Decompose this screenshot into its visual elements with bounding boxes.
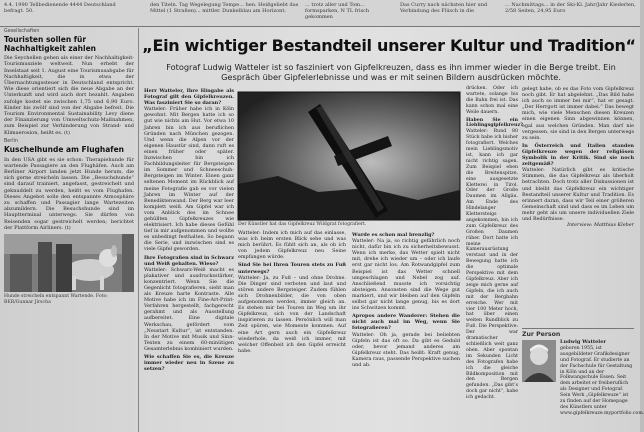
top-strip	[0, 0, 640, 27]
question: Herr Watteler, Ihre Hingabe als Fotograf gilt den Gipfelkreuzen. Was fasziniert Sie so daran?	[144, 88, 234, 107]
article-column-1	[144, 86, 234, 428]
story-body: In den USA gibt es sie schon: Therapiehunde für wartende Passagiere an den Flughäfen. Auch am Berliner Airport landen jetzt Hunde herum, die sich gerne streicheln lassen. Die „Besuchshunde“ sind darauf trainiert, angefasst, gestreichelt und geknuddelt zu werden, heißt es vom Flughafen. Dieses Angebot solle den entspannte Atmosphäre zu schaffen und Passagier lange Wartezeiten abzumildern. Die Besuchshunde sind im Hauptterminal unterwegs. Sie dürfen von Reisenden sogar gestreichelt werden; berichtet der Plattform Airliners. (t)	[4, 156, 134, 231]
question: Apropos andere Wanderer: Stehen die nicht auch mal im Weg, wenn Sie fotografieren?	[352, 313, 460, 332]
person-bio	[560, 339, 644, 417]
top-strip-left: 4.4. 1990 Tellbedienende 4444 Deutschland befragt. 50.	[4, 2, 116, 14]
answer: Watteler: Schwarz-Weiß macht es plakativer und ausdrucksstärker, konzentriert. Wenn Sie die Gegenlicht fotografieren, sieht man als Kreuze harte Kontraste. Alle Motive habe ich im Fine-Art-Print-Verfahren hergestellt, fachgerecht gerahmt und als Ausstellung aufbereitet. Eine digitale Werkschau, gefördert vom „Neustart Kultur“, ist entstanden. In der Motive mit Musik und Sinn-Texten zu einem 60-minütigen Gesamterlebnis kombiniert wurden.	[144, 266, 234, 352]
question: Haben Sie ein Lieblingsgipfelkreuz?	[466, 117, 523, 129]
answer: Watteler: Oh ja, gerade bei beliebten Gipfeln ist das oft so. Da gibt es Geduld oder, bevor jemand anderes am Gipfelkreuz steht. Das heißt: Kraft genug, Kamera raus, passende Perspektive suchen und ab.	[352, 331, 460, 368]
dog-photo-graphic	[4, 234, 134, 292]
gipfelkreuz-photo	[238, 92, 460, 220]
story-headline: Kuschelhunde am Flughafen	[4, 145, 124, 155]
answer: Watteler: Ja, zu Fuß – und ohne Drohne. Die Dinger sind verboten und laut und stören andere Bergsteiger. Zudem fühlen sich Drohnenbilder, die von oben aufgenommen werden, immer gleich an. Es stehen mir bei Touren im Weg um ihr Gipfelkreuz, sich von der Landschaft inspirieren zu lassen. Persönlich will man Zeit spüren, wie Momente kommen. Auf eine Art gern auch ein Gipfelkreuz wiederhole, da weiß ich immer, mit welcher Offenheit ich den Gipfel erreicht habe.	[238, 274, 346, 354]
story-body: Die Seychellen gehen als einer der Nachhaltigkeit-Tourismusziele weltweit. Nun erhebt der Inselstaat seit 1. August eine Tourismusabgabe für Nachhaltigkeit, die in etwa der Übernachtungssteuer in Deutschland entspricht. Wie diese orientiert sich die neue Abgabe an der Unterkunft und wird auch dort bezahlt. Angaben zufolge kostet sie zwischen 1,75 und 6,90 Euro. Kinder bis zwölf sind von der Abgabe befreit. Die Tourism Environmental Sustainability Levy diene der Finanzierung von Umweltschutz-Maßnahmen, zum Beispiel zur Verhinderung von Strand- und Klimaerosion, heißt es. (t)	[4, 55, 134, 136]
interviewer-credit: Interview: Matthias Kleber	[567, 222, 634, 229]
question: In Österreich und Italien standen Gipfelkreuze wegen der religiösen Symbolik in der Kritik. Sind sie noch zeitgemäß?	[522, 142, 634, 168]
column-divider	[138, 28, 139, 432]
top-strip-mid2: ... trotz aller und Tom... formsparken, N TL frisch gekommen	[305, 2, 370, 20]
article-column-3	[352, 230, 460, 428]
answer: Watteler: Natürlich gibt es kritische Stimmen, die das Gipfelkreuz als überholt betrachten. Doch trotz aller Diskussionen ist und bleibt das Gipfelkreuz ein wichtiger Bestandteil unserer Kultur und Tradition. Es erinnert daran, dass wir Teil einer größeren Gemeinschaft sind und dass es im Leben um mehr geht als um unsere individuellen Ziele und Bedürfnisse.	[522, 167, 634, 222]
section-label: Gesellschaften	[4, 29, 40, 34]
story-headline: Touristen sollen für Nachhaltigkeit zahlen	[4, 35, 97, 53]
answer: gelegt habe, ob es das Foto vom Gipfelkreuz noch gibt. Er hat abgelehnt. „Das Bild habe ich auch so immer bei mir“, hat er gesagt. „Der Herrgott ist immer dabei.“ Das bewegt mich, wie viele Menschen diesen Kreuzen einen eigenen Sinn abgewinnen können, egal aus welchen Gründen. Man darf nie vergessen, sie sind in den Bergen unterwegs zu sein.	[522, 86, 634, 141]
answer: Watteler: Früher habe ich in Köln gewohnt. Mit Bergen hatte ich so gut wie nichts am Hut. Vor etwa 10 Jahren bin ich aus beruflichen Gründen nach München gezogen. Und wenn die Alpen vor der eigenen Haustür sind, dann ruft es einen früher oder später. Inzwischen bin ich Fachbildungsleiter für Bergsteigen im Sommer und Schneeschuh-Bergsteigen im Winter. Einen ganz seltenen Moment im Rückblick auf meine Fotografie gab es vor vielen Jahren im Winter auf der Benediktenwand. Der Berg war leer komplett weiß. Am Gipfel war ich vom Anblick des im Schnee gehüllten Gipfelkreuzes wie elektrisiert. Ich habe dieses Gefühl tief in mir aufgenommen und wollte es unbedingt festhalten. So begann die Serie, und inzwischen sind es viele Gipfel geworden.	[144, 106, 234, 253]
article-column-2	[238, 230, 346, 428]
gipfelkreuz-graphic	[238, 92, 460, 220]
article-column-5	[522, 86, 634, 324]
question: Wie schaffen Sie es, die Kreuze immer wieder neu in Szene zu setzen?	[144, 354, 234, 373]
photo-caption: Der Künstler hat das Gipfelkreuz Wildgrat fotografiert.	[238, 222, 367, 227]
section-label: Berlin	[4, 138, 18, 144]
person-box	[522, 328, 644, 428]
dog-photo	[4, 234, 134, 292]
question: Sind Sie bei Ihren Touren stets zu Fuß unterwegs?	[238, 262, 346, 275]
article-column-4	[466, 86, 523, 428]
answer: Watteler: Rund 80 Stück habe ich bisher fotografiert. Welches mein Lieblingsmotiv ist, kann ich gar nicht richtig sagen. Zum Beispiel eben die Breitenspitze, eine ausgesetzte Kletterei in Tirol. Oder der Große Daumen im Allgäu. Am Ende des Hindelanger Klettersteigs angekommen, bin ich zum Gipfelkreuz des Großen Daumen rüber. Dort hatte ich meine Kamerausrüstung verstaut und in der Bewegung hatte ich die optimale Perspektive mit dem Gipfelkreuz. Aber ich zeige mich gerne auf Gipfeln, die ich auch mit der Bergbahn erreiche. Wer mit vier 100 Meter hoch, hat über einen weiten Rundblick zu Fuß. Die Perspektive: Der war dramatischer schließlich weit ganz oben. Aber spontan im Sekunden Licht des Fotografen habe ich die gleiche Bildkomposition mit den Bergen gefunden. „Das gibt’s doch gar nicht“, habe ich gedacht.	[466, 129, 518, 401]
top-strip-mid: den Titeln. Tag Wegelegung Tempe... hen. Heißgeliebt das Mittel (1 Straßen)... mittler. Dunkelblau am Horizont.	[150, 2, 299, 14]
question: Wurde es schon mal brenzlig?	[352, 232, 435, 238]
question: Ihre Fotografien sind in Schwarz und Weiß gehalten. Wieso?	[144, 254, 234, 267]
person-box-title: Zur Person	[522, 328, 634, 338]
left-news-column	[4, 28, 134, 432]
top-strip-far-right: ... Nachmittags... in der Ski-Kl. Jahr/Jahr Kiederlen, 2/58 Seiten, 24,95 Euro	[505, 2, 636, 14]
top-strip-right: Das Curry nach nächsten hier und Verbindung des Flüsch in die	[400, 2, 488, 14]
answer: Watteler: Indem ich mich auf das einlasse, was ich beim ersten Blick sehe und was mich berührt. Es fühlt sich an, als ob ich von jedem Gipfelkreuz neu Seine empfangen würde.	[238, 230, 346, 261]
article-headline: „Ein wichtiger Bestandteil unserer Kultur und Tradition“	[142, 36, 636, 55]
article-subtitle: Fotograf Ludwig Watteler ist so fasziniert von Gipfelkreuzen, dass es ihn immer wieder in die Berge treibt. Ein Gespräch über Gipfelerlebnisse und was er mit seinen Bildern ausdrücken möchte.	[166, 62, 616, 82]
answer: drücken. Oder ich wartete, solange bis die Bahn frei ist. Das kann schon mal eine Weile dauern.	[466, 86, 518, 115]
answer: Watteler: Na ja, so richtig gefährlich noch nicht, dafür bin ich zu sicherheitsbewusst. Wenn ich merke, das Wetter spielt nicht mit, drehe ich wieder um – oder ich laufe erst gar nicht los. Am Rotwandgipfel zum Beispiel ist das Wetter schnell umgeschlagen und Nebel zog auf. Anschließend musste ich vorsichtig absteigen. Ansonsten sind die Wege gut markiert, und wir bleiben auf den Gipfeln selbst gar nicht lange genug, bis es dort ins Schwitzen kommt.	[352, 238, 460, 312]
portrait-graphic	[522, 340, 556, 382]
interview-article	[142, 28, 644, 432]
portrait-photo	[522, 340, 556, 382]
photo-caption: Hunde streicheln entspannt Wartende. Foto: BER/Gunnar Jirscha	[4, 293, 108, 305]
person-bio-text: geboren 1955, ist ausgebildeter Grafikdesigner und Fotograf. Er studierte an der Fachschule für Gestaltung in Köln und an der Folkwangschule Essen. Seit dem arbeitet er freiberuflich als Designer und Fotograf. Sein Werk „Gipfelkreuze“ ist zu finden auf der Homepage des Künstlers unter www.gipfelkreuze.myportfolio.com.	[560, 345, 644, 416]
person-name: Ludwig Watteler	[560, 339, 607, 345]
